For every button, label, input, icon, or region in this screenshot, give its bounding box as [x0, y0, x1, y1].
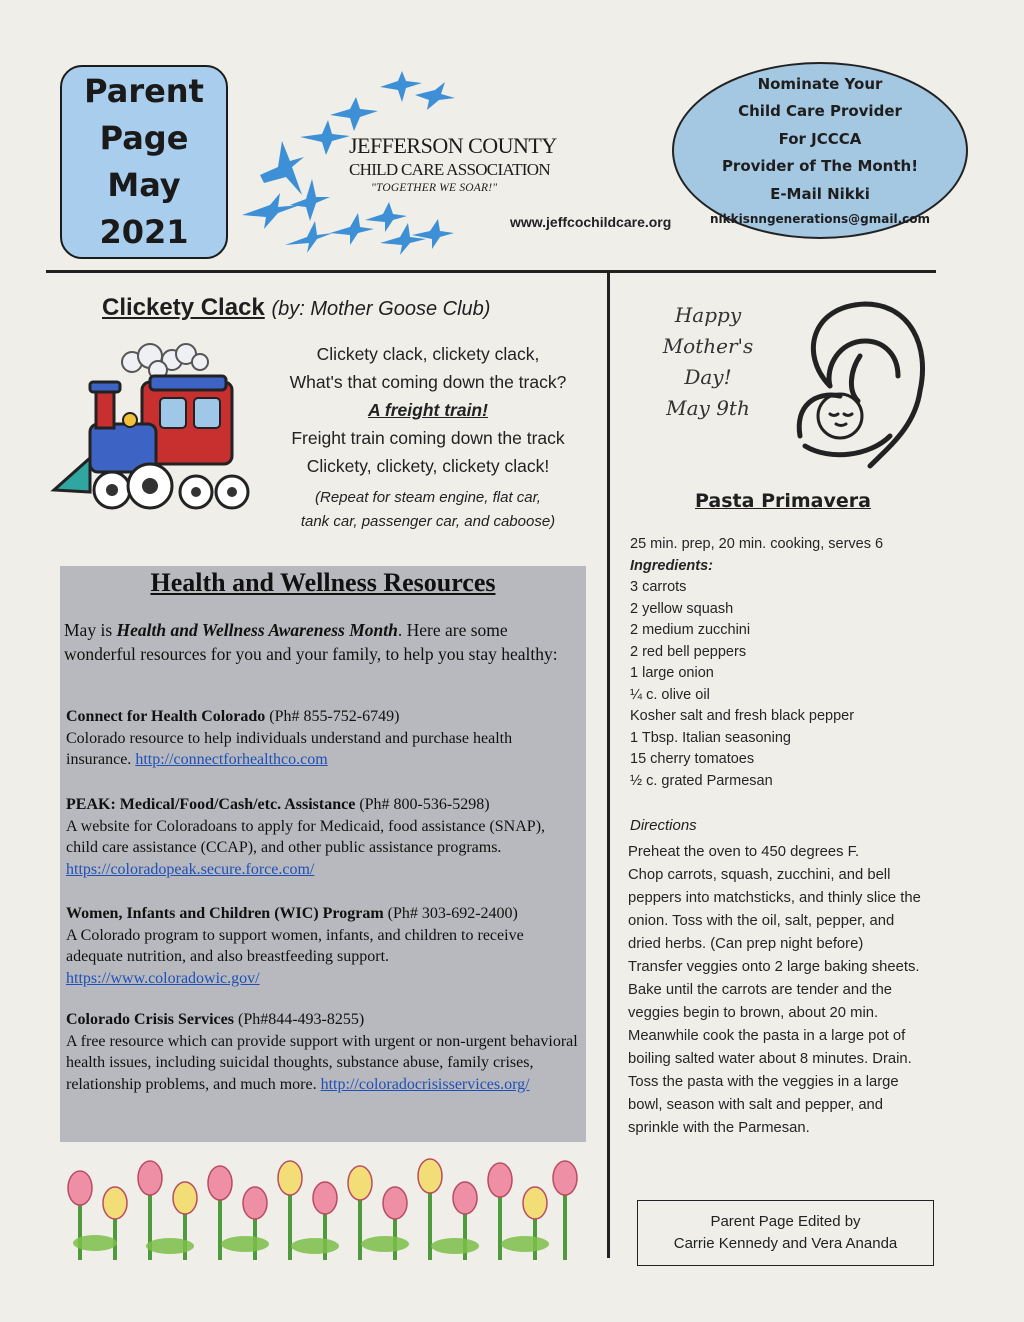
health-resources-box — [60, 566, 586, 1142]
poem-byline: (by: Mother Goose Club) — [271, 298, 491, 320]
health-intro-text: May is — [64, 620, 117, 640]
header-divider — [46, 270, 936, 273]
health-intro-text: . Here are some wonderful resources for you and your family, to help you stay healthy: — [64, 620, 558, 664]
direction-step: Preheat the oven to 450 degrees F. — [628, 844, 860, 860]
nominate-email: nikkisnngenerations@gmail.com — [709, 212, 930, 227]
title-line: 2021 — [99, 213, 189, 251]
resource-phone: (Ph# 800-536-5298) — [355, 796, 490, 813]
greeting-line: Happy — [674, 303, 742, 327]
ingredient-item: Kosher salt and fresh black pepper — [630, 708, 855, 724]
resource-link[interactable]: https://www.coloradowic.gov/ — [66, 969, 260, 987]
resource-item — [66, 903, 578, 989]
resource-item — [66, 1009, 578, 1095]
poem-note-line: tank car, passenger car, and caboose) — [300, 513, 556, 530]
org-name-line1: JEFFERSON COUNTY — [349, 133, 557, 158]
resource-phone: (Ph# 303-692-2400) — [383, 905, 518, 922]
ingredient-item: ½ c. grated Parmesan — [630, 772, 773, 789]
ingredient-item: 2 red bell peppers — [630, 643, 747, 660]
nominate-line: Nominate Your — [757, 74, 883, 93]
column-divider — [607, 273, 610, 1258]
resource-phone: (Ph#844-493-8255) — [233, 1011, 365, 1028]
poem-title-text: Clickety Clack — [102, 294, 265, 321]
editor-credit-box — [637, 1200, 934, 1266]
poem-line: Clickety clack, clickety clack, — [316, 344, 540, 364]
recipe-ingredients — [630, 534, 930, 792]
resource-phone: (Ph# 855-752-6749) — [265, 708, 400, 725]
ingredient-item: 1 Tbsp. Italian seasoning — [630, 729, 791, 746]
resource-link[interactable]: http://connectforhealthco.com — [135, 751, 328, 768]
recipe-meta: 25 min. prep, 20 min. cooking, serves 6 — [630, 536, 884, 552]
toy-train-icon — [50, 340, 260, 520]
title-line: May — [107, 166, 181, 204]
title-line: Page — [99, 119, 189, 157]
resource-desc: A Colorado program to support women, infants, and children to receive adequate nutrition, and also breastfeeding support. — [66, 926, 524, 965]
mother-and-baby-icon — [770, 296, 935, 471]
health-title: Health and Wellness Resources — [150, 568, 496, 597]
ingredient-item: 2 medium zucchini — [630, 622, 751, 638]
poem-body — [268, 340, 588, 534]
resource-item — [66, 794, 578, 880]
resource-name: Women, Infants and Children (WIC) Program — [66, 905, 384, 922]
org-tagline: "TOGETHER WE SOAR!" — [371, 182, 498, 194]
directions-label: Directions — [630, 817, 697, 834]
poem-emphasis: A freight train! — [368, 400, 488, 420]
resource-name: Connect for Health Colorado — [66, 708, 266, 725]
resource-desc: A free resource which can provide support with urgent or non-urgent behavioral health issues, including suicidal thoughts, substance abuse, family crises, relationship problems, and much more. — [66, 1032, 578, 1093]
organization-name — [349, 133, 557, 194]
direction-step: Toss the pasta with the veggies in a large bowl, season with salt and pepper, and sprinkle with the Parmesan. — [628, 1074, 899, 1136]
recipe-title: Pasta Primavera — [695, 490, 871, 512]
health-intro — [64, 618, 579, 666]
ingredients-label: Ingredients: — [630, 557, 713, 574]
nominate-line: E-Mail Nikki — [770, 184, 870, 203]
poem-note — [268, 486, 588, 534]
health-intro-emphasis: Health and Wellness Awareness Month — [116, 620, 398, 640]
resource-name: PEAK: Medical/Food/Cash/etc. Assistance — [66, 796, 356, 813]
resource-item — [66, 706, 578, 771]
poem-line: What's that coming down the track? — [289, 372, 567, 392]
ingredient-item: 15 cherry tomatoes — [630, 751, 755, 767]
ingredient-item: 3 carrots — [630, 579, 687, 595]
credit-editors: Carrie Kennedy and Vera Ananda — [673, 1235, 898, 1252]
nominate-line: Provider of The Month! — [721, 157, 919, 176]
resource-link[interactable]: https://coloradopeak.secure.force.com/ — [66, 860, 315, 878]
parent-page-title-box — [60, 65, 228, 259]
direction-step: Chop carrots, squash, zucchini, and bell peppers into matchsticks, and thinly slice the onion. Toss with the oil, salt, pepper, and dried herbs. (Can prep night before) — [628, 867, 921, 952]
resource-name: Colorado Crisis Services — [66, 1011, 234, 1028]
title-line: Parent — [84, 72, 204, 110]
poem-line: Clickety, clickety, clickety clack! — [306, 456, 550, 476]
nominate-provider-oval — [672, 62, 968, 239]
resource-desc: Colorado resource to help individuals understand and purchase health insurance. — [66, 729, 513, 768]
credit-line: Parent Page Edited by — [710, 1213, 861, 1230]
nominate-line: For JCCCA — [778, 129, 862, 148]
recipe-directions — [628, 841, 928, 1140]
org-name-line2: CHILD CARE ASSOCIATION — [349, 160, 550, 179]
poem-line: Freight train coming down the track — [291, 428, 565, 448]
greeting-line: Day! — [684, 365, 732, 389]
ingredient-item: 2 yellow squash — [630, 600, 734, 617]
ingredient-item: 1 large onion — [630, 665, 714, 681]
poem-title — [102, 294, 490, 322]
greeting-line: May 9th — [666, 396, 750, 420]
greeting-line: Mother's — [662, 334, 754, 358]
tulips-border-icon — [60, 1148, 580, 1260]
resource-link[interactable]: http://coloradocrisisservices.org/ — [320, 1075, 530, 1093]
poem-note-line: (Repeat for steam engine, flat car, — [315, 489, 541, 506]
mothers-day-greeting — [652, 300, 764, 424]
ingredient-item: ¼ c. olive oil — [630, 686, 710, 703]
direction-step: Meanwhile cook the pasta in a large pot of boiling salted water about 8 minutes. Drain. — [628, 1028, 912, 1067]
website-url: www.jeffcochildcare.org — [510, 214, 672, 230]
resource-desc: A website for Coloradoans to apply for Medicaid, food assistance (SNAP), child care assistance (CCAP), and other public assistance programs. — [66, 817, 546, 856]
nominate-line: Child Care Provider — [738, 102, 902, 121]
direction-step: Transfer veggies onto 2 large baking sheets. Bake until the carrots are tender and the veggies begin to brown, about 20 min. — [628, 959, 920, 1021]
